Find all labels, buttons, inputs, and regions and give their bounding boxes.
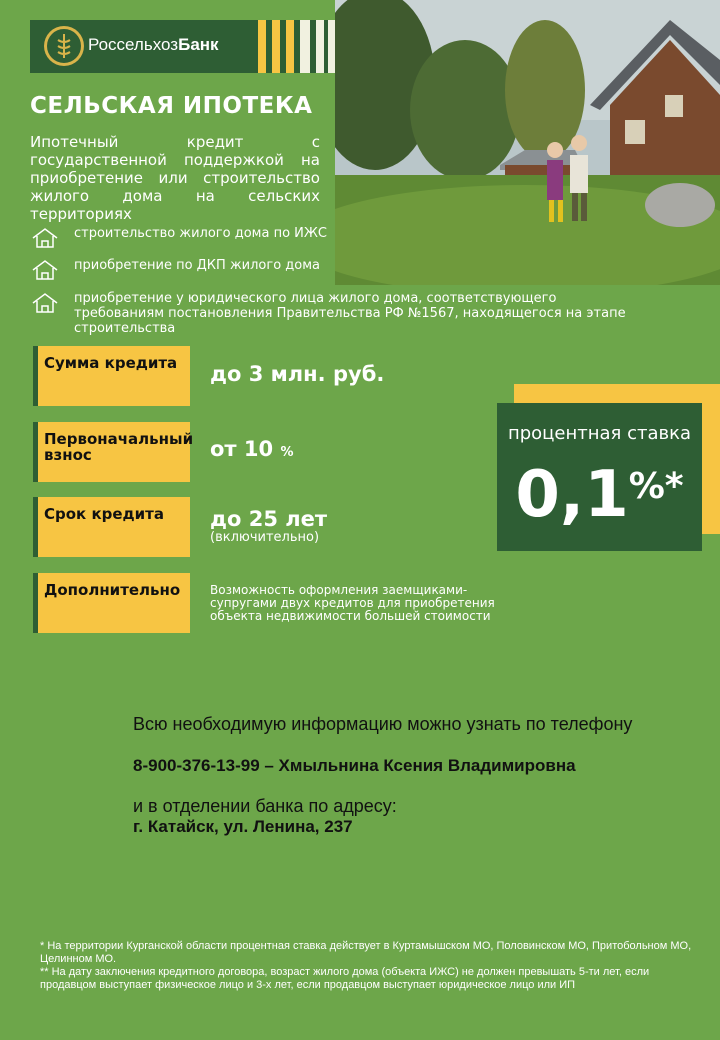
condition-label-downpayment: Первоначальный взнос: [33, 422, 190, 482]
bullet-item: строительство жилого дома по ИЖС: [30, 226, 644, 250]
intro-text: Ипотечный кредит с государственной поддержкой на приобретение или строительство жилого дома на сельских территориях: [30, 133, 320, 223]
rate-value: 0,1%*: [515, 458, 684, 532]
rate-label: процентная ставка: [507, 423, 692, 444]
condition-label-extra: Дополнительно: [33, 573, 190, 633]
condition-label-amount: Сумма кредита: [33, 346, 190, 406]
contact-branch-intro: и в отделении банка по адресу:: [133, 796, 397, 816]
contact-phone: 8-900-376-13-99 – Хмыльнина Ксения Владимировна: [133, 756, 576, 775]
page-title: СЕЛЬСКАЯ ИПОТЕКА: [30, 93, 313, 119]
logo-stripes: [254, 20, 335, 73]
wheat-key-emblem-icon: [44, 26, 84, 66]
condition-value-amount: до 3 млн. руб.: [210, 362, 385, 386]
rate-box: [497, 403, 702, 551]
bank-name: РоссельхозБанк: [88, 35, 219, 54]
bullet-item: приобретение по ДКП жилого дома: [30, 258, 644, 282]
house-icon: [30, 258, 60, 282]
condition-note-term: (включительно): [210, 530, 320, 545]
footnote-2: ** На дату заключения кредитного договора, возраст жилого дома (объекта ИЖС) не должен превышать 5-ти лет, если продавцом выступает физическое лицо и 3-х лет, если продавцом выступает юридическое лицо или ИП: [40, 966, 650, 991]
house-icon: [30, 226, 60, 250]
footnotes: [40, 940, 705, 992]
condition-value-downpayment: от 10 %: [210, 437, 294, 461]
contact-intro: Всю необходимую информацию можно узнать по телефону: [133, 714, 633, 734]
contact-address: г. Катайск, ул. Ленина, 237: [133, 817, 353, 836]
footnote-1: * На территории Курганской области процентная ставка действует в Куртамышском МО, Половинском МО, Притобольном МО, Целинном МО.: [40, 940, 692, 965]
house-icon: [30, 291, 60, 315]
condition-value-term: до 25 лет: [210, 507, 328, 531]
condition-label-term: Срок кредита: [33, 497, 190, 557]
condition-note-extra: Возможность оформления заемщиками-супругами двух кредитов для приобретения объекта недвижимости большей стоимости: [210, 583, 495, 623]
bullet-item: приобретение у юридического лица жилого дома, соответствующего требованиям постановления Правительства РФ №1567, находящегося на этапе строительства: [30, 291, 644, 336]
bank-logo: [30, 20, 335, 73]
